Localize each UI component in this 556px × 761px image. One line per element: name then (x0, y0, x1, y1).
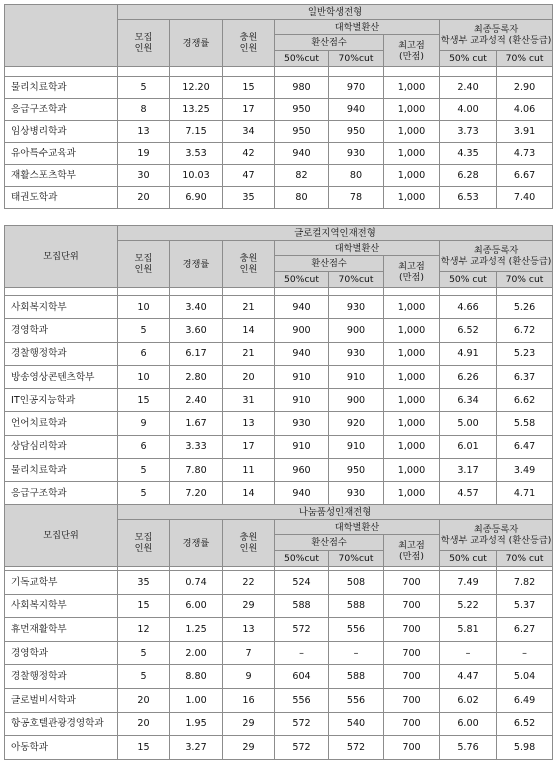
score-50-cell: 524 (275, 571, 329, 595)
grade-50-cell: – (440, 641, 497, 665)
grade-50-cell: 6.28 (440, 165, 497, 187)
max-score-cell: 700 (384, 665, 440, 689)
conv-score-header: 환산점수 (275, 256, 384, 272)
score-70-cell: 900 (329, 319, 384, 342)
max-score-cell: 1,000 (384, 459, 440, 482)
dept-name-cell: 상담심리학과 (5, 435, 118, 458)
table-row (5, 342, 553, 365)
ratio-cell: 3.60 (170, 319, 223, 342)
score-70-cell: 588 (329, 665, 384, 689)
univ-conv-header: 대학별환산 (275, 20, 440, 35)
score-50-cell: 572 (275, 618, 329, 642)
ratio-cell: 10.03 (170, 165, 223, 187)
max-score-cell: 1,000 (384, 389, 440, 412)
recruit-cell: 9 (118, 412, 170, 435)
recruit-cell: 15 (118, 736, 170, 760)
score-70-cell: 930 (329, 143, 384, 165)
grade-70-cell: 2.90 (497, 77, 553, 99)
dept-name-cell: 사회복지학부 (5, 296, 118, 319)
score-50-cell: 900 (275, 319, 329, 342)
recruit-cell: 19 (118, 143, 170, 165)
p70-header: 70%cut (329, 272, 384, 288)
recruit-cell: 15 (118, 389, 170, 412)
p70-header: 70%cut (329, 51, 384, 67)
max-score-cell: 1,000 (384, 165, 440, 187)
table-row (5, 99, 553, 121)
score-70-cell: 920 (329, 412, 384, 435)
ratio-cell: 6.17 (170, 342, 223, 365)
table-row (5, 319, 553, 342)
dept-name-cell: 기독교학부 (5, 571, 118, 595)
filled-cell: 13 (223, 412, 275, 435)
max-score-cell: 700 (384, 618, 440, 642)
max-score-cell: 1,000 (384, 412, 440, 435)
filled-cell: 29 (223, 712, 275, 736)
grade-50-cell: 6.00 (440, 712, 497, 736)
max-score-cell: 700 (384, 571, 440, 595)
grade-50-cell: 6.01 (440, 435, 497, 458)
filled-cell: 34 (223, 121, 275, 143)
max-score-cell: 1,000 (384, 77, 440, 99)
table-row (5, 365, 553, 388)
grade-70-cell: 6.47 (497, 435, 553, 458)
max-score-cell: 1,000 (384, 342, 440, 365)
score-70-cell: 970 (329, 77, 384, 99)
recruit-cell: 10 (118, 365, 170, 388)
score-70-cell: 930 (329, 296, 384, 319)
ratio-cell: 6.90 (170, 187, 223, 209)
dept-name-cell: 언어치료학과 (5, 412, 118, 435)
ratio-cell: 2.00 (170, 641, 223, 665)
recruit-cell: 5 (118, 641, 170, 665)
recruit-cell: 5 (118, 319, 170, 342)
recruit-cell: 20 (118, 688, 170, 712)
recruit-cell: 6 (118, 435, 170, 458)
recruit-cell: 20 (118, 712, 170, 736)
table-row (5, 665, 553, 689)
grade-70-cell: 6.27 (497, 618, 553, 642)
score-50-cell: 910 (275, 435, 329, 458)
grade-70-cell: 4.71 (497, 482, 553, 505)
score-70-cell: 540 (329, 712, 384, 736)
score-70-cell: 910 (329, 365, 384, 388)
ratio-cell: 8.80 (170, 665, 223, 689)
dept-name-cell: 아동학과 (5, 736, 118, 760)
dept-name-cell: 재활스포츠학부 (5, 165, 118, 187)
grade-70-cell: 5.58 (497, 412, 553, 435)
filled-cell: 35 (223, 187, 275, 209)
grade-50-cell: 6.26 (440, 365, 497, 388)
recruit-cell: 6 (118, 342, 170, 365)
score-50-cell: 930 (275, 412, 329, 435)
table-row (5, 641, 553, 665)
score-50-cell: 588 (275, 594, 329, 618)
unit-header (5, 5, 118, 67)
score-50-cell: 950 (275, 99, 329, 121)
univ-conv-header: 대학별환산 (275, 241, 440, 256)
table-row (5, 594, 553, 618)
score-70-cell: 930 (329, 342, 384, 365)
unit-header: 모집단위 (5, 226, 118, 288)
grade-50-cell: 6.53 (440, 187, 497, 209)
grade-50-cell: 2.40 (440, 77, 497, 99)
max-score-cell: 1,000 (384, 319, 440, 342)
f50-header: 50% cut (440, 272, 497, 288)
recruit-header: 모집 인원 (118, 520, 170, 567)
recruit-cell: 35 (118, 571, 170, 595)
table-row (5, 571, 553, 595)
recruit-header: 모집 인원 (118, 241, 170, 288)
filled-cell: 9 (223, 665, 275, 689)
table-row (5, 736, 553, 760)
grade-70-cell: 5.37 (497, 594, 553, 618)
filled-header: 충원 인원 (223, 20, 275, 67)
score-50-cell: 572 (275, 712, 329, 736)
dept-name-cell: 휴먼재활학부 (5, 618, 118, 642)
max-score-cell: 1,000 (384, 482, 440, 505)
score-70-cell: 556 (329, 618, 384, 642)
f50-header: 50% cut (440, 551, 497, 567)
grade-70-cell: 5.04 (497, 665, 553, 689)
filled-cell: 20 (223, 365, 275, 388)
grade-50-cell: 6.52 (440, 319, 497, 342)
recruit-cell: 5 (118, 665, 170, 689)
score-50-cell: 960 (275, 459, 329, 482)
score-50-cell: 572 (275, 736, 329, 760)
filled-header: 충원 인원 (223, 241, 275, 288)
table-row (5, 121, 553, 143)
grade-50-cell: 4.91 (440, 342, 497, 365)
max-score-cell: 700 (384, 641, 440, 665)
section-sharing (4, 504, 552, 760)
grade-50-cell: 4.00 (440, 99, 497, 121)
max-score-cell: 700 (384, 736, 440, 760)
grade-70-cell: 3.91 (497, 121, 553, 143)
table-row (5, 482, 553, 505)
recruit-cell: 8 (118, 99, 170, 121)
recruit-header: 모집 인원 (118, 20, 170, 67)
section-rows (5, 571, 553, 760)
table-row (5, 435, 553, 458)
score-70-cell: 940 (329, 99, 384, 121)
conv-score-header: 환산점수 (275, 35, 384, 51)
ratio-cell: 6.00 (170, 594, 223, 618)
f50-header: 50% cut (440, 51, 497, 67)
score-70-cell: 508 (329, 571, 384, 595)
score-70-cell: 588 (329, 594, 384, 618)
max-header: 최고점 (만점) (384, 35, 440, 67)
dept-name-cell: 유아특수교육과 (5, 143, 118, 165)
dept-name-cell: 물리치료학과 (5, 77, 118, 99)
filled-cell: 17 (223, 99, 275, 121)
score-50-cell: 910 (275, 365, 329, 388)
ratio-cell: 2.80 (170, 365, 223, 388)
grade-50-cell: 5.76 (440, 736, 497, 760)
table-row (5, 389, 553, 412)
score-50-cell: 940 (275, 296, 329, 319)
grade-50-cell: 4.66 (440, 296, 497, 319)
dept-name-cell: 글로벌비서학과 (5, 688, 118, 712)
univ-conv-header: 대학별환산 (275, 520, 440, 535)
dept-name-cell: 물리치료학과 (5, 459, 118, 482)
filled-cell: 47 (223, 165, 275, 187)
filled-cell: 31 (223, 389, 275, 412)
score-50-cell: 950 (275, 121, 329, 143)
table-row (5, 296, 553, 319)
grade-50-cell: 6.02 (440, 688, 497, 712)
grade-50-cell: 4.57 (440, 482, 497, 505)
max-score-cell: 1,000 (384, 99, 440, 121)
ratio-cell: 3.40 (170, 296, 223, 319)
ratio-cell: 3.27 (170, 736, 223, 760)
filled-cell: 13 (223, 618, 275, 642)
filled-cell: 15 (223, 77, 275, 99)
max-header: 최고점 (만점) (384, 256, 440, 288)
grade-50-cell: 5.22 (440, 594, 497, 618)
recruit-cell: 10 (118, 296, 170, 319)
final-header: 최종등록자 학생부 교과성적 (환산등급) (440, 520, 553, 551)
grade-70-cell: 6.62 (497, 389, 553, 412)
score-50-cell: 80 (275, 187, 329, 209)
dept-name-cell: 응급구조학과 (5, 99, 118, 121)
recruit-cell: 15 (118, 594, 170, 618)
max-score-cell: 700 (384, 594, 440, 618)
grade-70-cell: 5.26 (497, 296, 553, 319)
ratio-cell: 3.33 (170, 435, 223, 458)
dept-name-cell: 방송영상콘텐츠학부 (5, 365, 118, 388)
score-50-cell: 604 (275, 665, 329, 689)
score-50-cell: 940 (275, 482, 329, 505)
dept-name-cell: IT인공지능학과 (5, 389, 118, 412)
grade-50-cell: 6.34 (440, 389, 497, 412)
ratio-cell: 3.53 (170, 143, 223, 165)
table-row (5, 712, 553, 736)
filled-header: 충원 인원 (223, 520, 275, 567)
dept-name-cell: 태권도학과 (5, 187, 118, 209)
section-title: 나눔품성인재전형 (118, 505, 553, 520)
table-row (5, 688, 553, 712)
filled-cell: 11 (223, 459, 275, 482)
p50-header: 50%cut (275, 551, 329, 567)
ratio-cell: 7.20 (170, 482, 223, 505)
ratio-cell: 7.80 (170, 459, 223, 482)
filled-cell: 17 (223, 435, 275, 458)
score-50-cell: 82 (275, 165, 329, 187)
max-score-cell: 1,000 (384, 365, 440, 388)
score-70-cell: 556 (329, 688, 384, 712)
admission-table (4, 504, 553, 760)
recruit-cell: 5 (118, 459, 170, 482)
final-header: 최종등록자 학생부 교과성적 (환산등급) (440, 20, 553, 51)
dept-name-cell: 경영학과 (5, 319, 118, 342)
recruit-cell: 5 (118, 77, 170, 99)
p50-header: 50%cut (275, 272, 329, 288)
grade-70-cell: 6.37 (497, 365, 553, 388)
ratio-cell: 12.20 (170, 77, 223, 99)
score-70-cell: 910 (329, 435, 384, 458)
ratio-cell: 7.15 (170, 121, 223, 143)
table-row (5, 459, 553, 482)
max-header: 최고점 (만점) (384, 535, 440, 567)
score-70-cell: 950 (329, 459, 384, 482)
score-70-cell: 572 (329, 736, 384, 760)
max-score-cell: 1,000 (384, 435, 440, 458)
dept-name-cell: 임상병리학과 (5, 121, 118, 143)
table-row (5, 143, 553, 165)
score-50-cell: 980 (275, 77, 329, 99)
grade-50-cell: 5.00 (440, 412, 497, 435)
max-score-cell: 1,000 (384, 143, 440, 165)
filled-cell: 14 (223, 319, 275, 342)
score-70-cell: 80 (329, 165, 384, 187)
ratio-cell: 1.67 (170, 412, 223, 435)
grade-70-cell: 7.82 (497, 571, 553, 595)
grade-50-cell: 3.73 (440, 121, 497, 143)
dept-name-cell: 경영학과 (5, 641, 118, 665)
final-header: 최종등록자 학생부 교과성적 (환산등급) (440, 241, 553, 272)
ratio-header: 경쟁률 (170, 20, 223, 67)
grade-50-cell: 4.35 (440, 143, 497, 165)
score-50-cell: 940 (275, 143, 329, 165)
f70-header: 70% cut (497, 51, 553, 67)
filled-cell: 42 (223, 143, 275, 165)
ratio-cell: 1.95 (170, 712, 223, 736)
grade-70-cell: 4.06 (497, 99, 553, 121)
dept-name-cell: 경찰행정학과 (5, 665, 118, 689)
grade-70-cell: 6.72 (497, 319, 553, 342)
filled-cell: 16 (223, 688, 275, 712)
p50-header: 50%cut (275, 51, 329, 67)
ratio-cell: 1.25 (170, 618, 223, 642)
f70-header: 70% cut (497, 272, 553, 288)
dept-name-cell: 사회복지학부 (5, 594, 118, 618)
filled-cell: 21 (223, 342, 275, 365)
ratio-cell: 13.25 (170, 99, 223, 121)
section-title: 일반학생전형 (118, 5, 553, 20)
score-70-cell: 900 (329, 389, 384, 412)
grade-50-cell: 4.47 (440, 665, 497, 689)
dept-name-cell: 항공호텔관광경영학과 (5, 712, 118, 736)
grade-70-cell: 4.73 (497, 143, 553, 165)
score-50-cell: – (275, 641, 329, 665)
recruit-cell: 20 (118, 187, 170, 209)
score-70-cell: 950 (329, 121, 384, 143)
dept-name-cell: 응급구조학과 (5, 482, 118, 505)
recruit-cell: 13 (118, 121, 170, 143)
grade-70-cell: 5.98 (497, 736, 553, 760)
filled-cell: 21 (223, 296, 275, 319)
admission-table (4, 4, 553, 209)
score-70-cell: 78 (329, 187, 384, 209)
score-70-cell: 930 (329, 482, 384, 505)
section-rows (5, 296, 553, 506)
grade-70-cell: 7.40 (497, 187, 553, 209)
dept-name-cell: 경찰행정학과 (5, 342, 118, 365)
score-50-cell: 940 (275, 342, 329, 365)
admission-table (4, 225, 553, 506)
table-row (5, 412, 553, 435)
grade-70-cell: 3.49 (497, 459, 553, 482)
grade-70-cell: – (497, 641, 553, 665)
score-50-cell: 556 (275, 688, 329, 712)
grade-70-cell: 6.49 (497, 688, 553, 712)
unit-header: 모집단위 (5, 505, 118, 567)
grade-70-cell: 6.52 (497, 712, 553, 736)
ratio-header: 경쟁률 (170, 520, 223, 567)
conv-score-header: 환산점수 (275, 535, 384, 551)
grade-70-cell: 6.67 (497, 165, 553, 187)
max-score-cell: 1,000 (384, 121, 440, 143)
f70-header: 70% cut (497, 551, 553, 567)
filled-cell: 7 (223, 641, 275, 665)
ratio-cell: 2.40 (170, 389, 223, 412)
filled-cell: 22 (223, 571, 275, 595)
filled-cell: 29 (223, 594, 275, 618)
filled-cell: 14 (223, 482, 275, 505)
table-row (5, 187, 553, 209)
grade-70-cell: 5.23 (497, 342, 553, 365)
max-score-cell: 700 (384, 688, 440, 712)
max-score-cell: 700 (384, 712, 440, 736)
section-rows (5, 77, 553, 209)
section-glocal (4, 225, 552, 506)
score-70-cell: – (329, 641, 384, 665)
section-title: 글로컬지역인재전형 (118, 226, 553, 241)
ratio-cell: 0.74 (170, 571, 223, 595)
section-general (4, 4, 552, 209)
grade-50-cell: 7.49 (440, 571, 497, 595)
grade-50-cell: 3.17 (440, 459, 497, 482)
p70-header: 70%cut (329, 551, 384, 567)
ratio-header: 경쟁률 (170, 241, 223, 288)
recruit-cell: 12 (118, 618, 170, 642)
table-row (5, 165, 553, 187)
table-row (5, 618, 553, 642)
max-score-cell: 1,000 (384, 296, 440, 319)
recruit-cell: 30 (118, 165, 170, 187)
recruit-cell: 5 (118, 482, 170, 505)
filled-cell: 29 (223, 736, 275, 760)
max-score-cell: 1,000 (384, 187, 440, 209)
score-50-cell: 910 (275, 389, 329, 412)
grade-50-cell: 5.81 (440, 618, 497, 642)
ratio-cell: 1.00 (170, 688, 223, 712)
table-row (5, 77, 553, 99)
